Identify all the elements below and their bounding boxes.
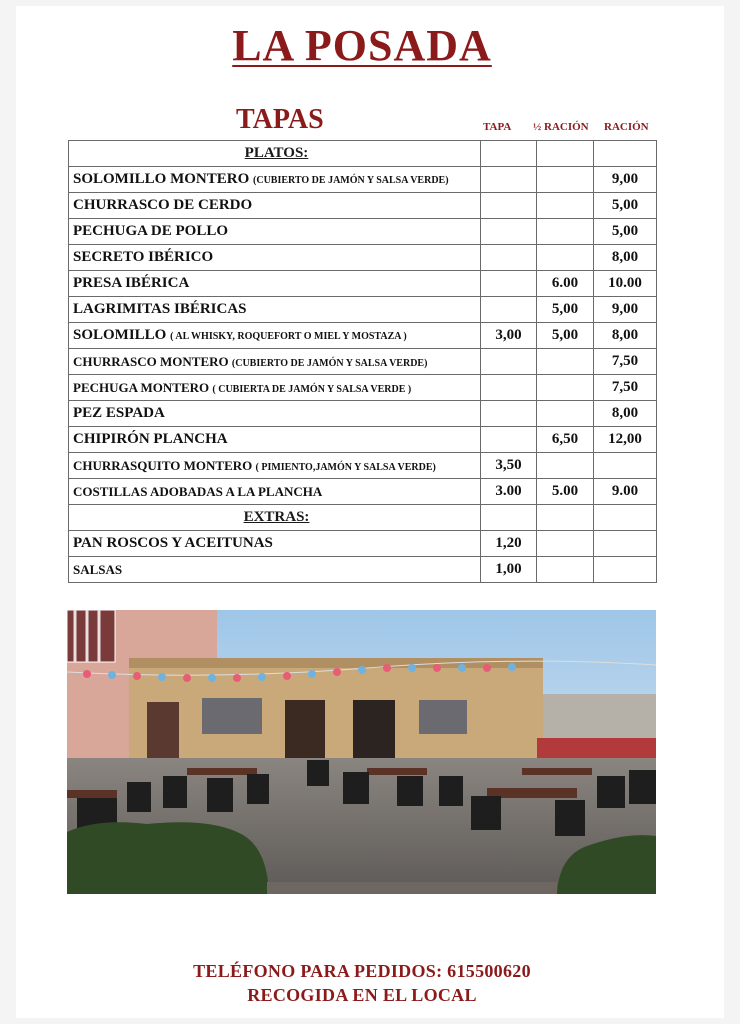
menu-item-row [69, 427, 657, 453]
menu-item-name: SOLOMILLO [73, 327, 167, 343]
menu-item-note: ( CUBIERTA DE JAMÓN Y SALSA VERDE ) [212, 383, 412, 395]
restaurant-terrace-photo [67, 610, 656, 894]
menu-item-cell [69, 271, 481, 297]
menu-item-cell [69, 245, 481, 271]
price-racion: 5,00 [594, 193, 657, 219]
restaurant-title: LA POSADA [232, 21, 492, 70]
menu-item-name: CHIPIRÓN PLANCHA [73, 431, 228, 447]
price-media: 5,00 [537, 323, 594, 349]
price-tapa [481, 375, 537, 401]
price-media [537, 401, 594, 427]
menu-item-cell [69, 401, 481, 427]
menu-item-name: PECHUGA DE POLLO [73, 223, 229, 239]
price-racion: 10.00 [594, 271, 657, 297]
menu-item-row [69, 479, 657, 505]
menu-item-cell [69, 167, 481, 193]
empty-cell [481, 141, 537, 167]
menu-item-name: SALSAS [73, 561, 123, 577]
empty-cell [537, 505, 594, 531]
price-racion: 9,00 [594, 167, 657, 193]
column-header-media-racion: ½ RACIÓN [533, 121, 589, 133]
menu-item-cell [69, 453, 481, 479]
menu-section-row [69, 141, 657, 167]
price-racion: 9,00 [594, 297, 657, 323]
price-tapa [481, 219, 537, 245]
price-racion: 5,00 [594, 219, 657, 245]
price-media [537, 375, 594, 401]
menu-item-name: PRESA IBÉRICA [73, 275, 190, 291]
menu-item-note: ( AL WHISKY, ROQUEFORT O MIEL Y MOSTAZA ) [170, 331, 407, 342]
menu-item-row [69, 557, 657, 583]
menu-section-label: PLATOS: [69, 141, 481, 167]
menu-item-name: PECHUGA MONTERO [73, 379, 210, 395]
menu-item-row [69, 245, 657, 271]
menu-item-row [69, 401, 657, 427]
price-tapa [481, 271, 537, 297]
menu-item-row [69, 375, 657, 401]
column-header-racion: RACIÓN [604, 121, 649, 133]
menu-item-row [69, 219, 657, 245]
price-tapa [481, 427, 537, 453]
phone-line: TELÉFONO PARA PEDIDOS: 615500620 [193, 961, 531, 981]
menu-item-cell [69, 193, 481, 219]
price-racion: 9.00 [594, 479, 657, 505]
menu-item-cell [69, 531, 481, 557]
price-racion [594, 453, 657, 479]
menu-item-note: (CUBIERTO DE JAMÓN Y SALSA VERDE) [253, 175, 449, 186]
menu-item-cell [69, 479, 481, 505]
price-media: 5,00 [537, 297, 594, 323]
price-racion [594, 531, 657, 557]
price-racion: 7,50 [594, 349, 657, 375]
menu-item-cell [69, 297, 481, 323]
menu-item-cell [69, 349, 481, 375]
price-media: 5.00 [537, 479, 594, 505]
price-media: 6,50 [537, 427, 594, 453]
price-tapa: 1,00 [481, 557, 537, 583]
menu-item-cell [69, 427, 481, 453]
empty-cell [594, 505, 657, 531]
menu-table [68, 140, 657, 583]
pickup-line: RECOGIDA EN EL LOCAL [247, 985, 477, 1005]
empty-cell [537, 141, 594, 167]
price-media [537, 193, 594, 219]
menu-item-name: COSTILLAS ADOBADAS A LA PLANCHA [73, 483, 323, 499]
menu-section-label: EXTRAS: [69, 505, 481, 531]
price-media: 6.00 [537, 271, 594, 297]
price-media [537, 245, 594, 271]
price-tapa: 3,00 [481, 323, 537, 349]
price-tapa [481, 297, 537, 323]
menu-item-name: CHURRASQUITO MONTERO [73, 457, 253, 473]
menu-item-row [69, 531, 657, 557]
menu-item-cell [69, 323, 481, 349]
menu-item-name: CHURRASCO MONTERO [73, 353, 229, 369]
menu-item-name: PEZ ESPADA [73, 405, 165, 421]
price-tapa [481, 245, 537, 271]
price-media [537, 557, 594, 583]
price-tapa: 1,20 [481, 531, 537, 557]
menu-item-row [69, 297, 657, 323]
price-media [537, 531, 594, 557]
menu-item-row [69, 453, 657, 479]
column-header-tapa: TAPA [483, 121, 512, 133]
menu-item-row [69, 167, 657, 193]
price-tapa [481, 349, 537, 375]
price-media [537, 219, 594, 245]
section-title: TAPAS [236, 104, 324, 135]
menu-item-row [69, 349, 657, 375]
price-racion [594, 557, 657, 583]
price-media [537, 349, 594, 375]
menu-item-name: LAGRIMITAS IBÉRICAS [73, 301, 247, 317]
price-tapa: 3.00 [481, 479, 537, 505]
menu-item-row [69, 323, 657, 349]
price-media [537, 167, 594, 193]
empty-cell [481, 505, 537, 531]
menu-item-row [69, 271, 657, 297]
menu-item-note: ( PIMIENTO,JAMÓN Y SALSA VERDE) [255, 461, 436, 473]
menu-item-cell [69, 375, 481, 401]
menu-item-cell [69, 219, 481, 245]
price-tapa [481, 401, 537, 427]
menu-item-cell [69, 557, 481, 583]
menu-section-row [69, 505, 657, 531]
price-racion: 7,50 [594, 375, 657, 401]
menu-item-name: SECRETO IBÉRICO [73, 249, 214, 265]
price-tapa: 3,50 [481, 453, 537, 479]
empty-cell [594, 141, 657, 167]
price-tapa [481, 167, 537, 193]
price-racion: 8,00 [594, 401, 657, 427]
menu-item-name: PAN ROSCOS Y ACEITUNAS [73, 535, 273, 551]
menu-item-row [69, 193, 657, 219]
price-racion: 8,00 [594, 323, 657, 349]
menu-item-name: CHURRASCO DE CERDO [73, 197, 253, 213]
price-media [537, 453, 594, 479]
price-racion: 12,00 [594, 427, 657, 453]
menu-item-name: SOLOMILLO MONTERO [73, 171, 250, 187]
price-tapa [481, 193, 537, 219]
price-racion: 8,00 [594, 245, 657, 271]
menu-item-note: (CUBIERTO DE JAMÓN Y SALSA VERDE) [231, 357, 428, 369]
